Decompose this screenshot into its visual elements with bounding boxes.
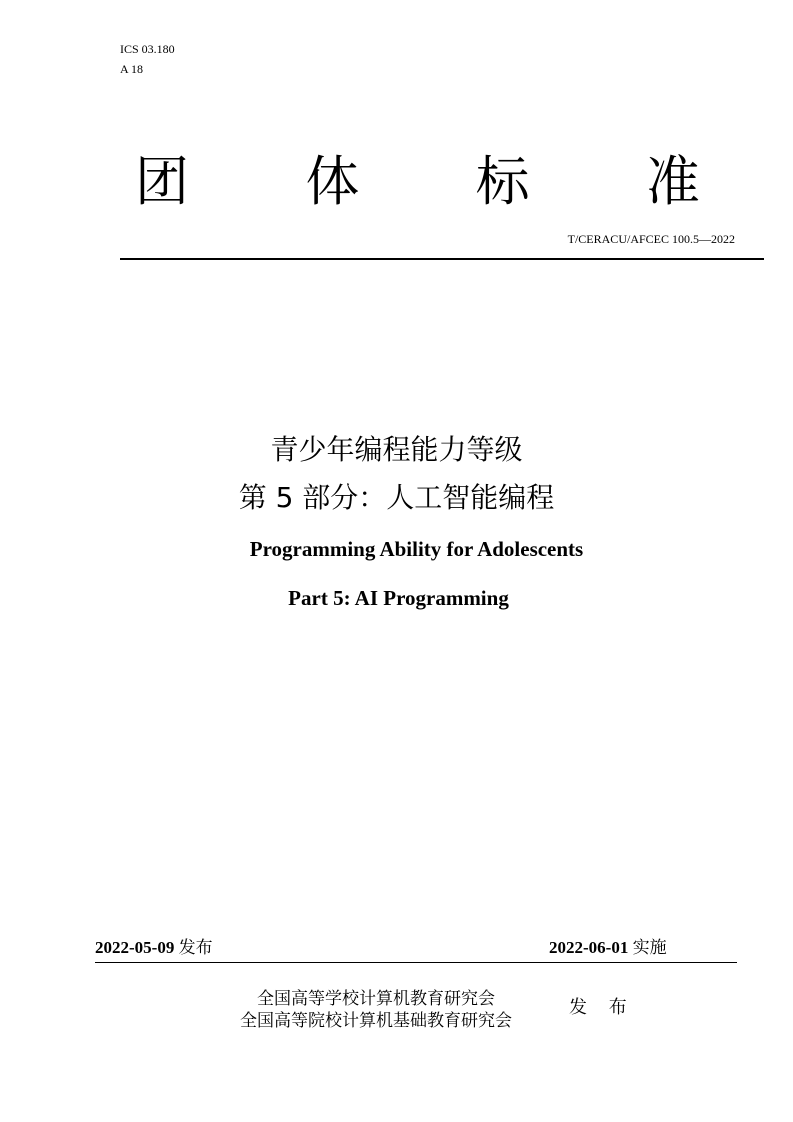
bottom-divider xyxy=(95,962,737,963)
implement-date: 2022-06-01 xyxy=(549,938,629,957)
publish-date-line xyxy=(95,936,213,960)
implement-date-line xyxy=(549,936,667,960)
title-cn-main: 青少年编程能力等级 xyxy=(270,433,523,466)
publisher-1: 全国高等学校计算机教育研究会 xyxy=(257,989,495,1009)
implement-date-label: 实施 xyxy=(632,938,667,958)
ics-code: ICS 03.180 xyxy=(120,42,175,56)
top-divider xyxy=(120,258,764,260)
publisher-list xyxy=(214,988,538,1032)
publish-date-label: 发布 xyxy=(178,938,213,958)
classification-codes xyxy=(120,41,175,81)
ccs-code: A 18 xyxy=(120,62,144,76)
publisher-2: 全国高等院校计算机基础教育研究会 xyxy=(240,1011,512,1031)
publish-action-label: 发 布 xyxy=(569,997,635,1018)
title-en-part: Part 5: AI Programming xyxy=(288,586,509,610)
standard-type-heading xyxy=(135,150,700,214)
publish-date: 2022-05-09 xyxy=(95,938,175,957)
standard-code: T/CERACU/AFCEC 100.5—2022 xyxy=(567,232,735,246)
standard-type-char-4: 准 xyxy=(645,150,700,213)
standard-type-char-1: 团 xyxy=(135,150,189,213)
title-en-main: Programming Ability for Adolescents xyxy=(249,537,584,561)
standard-type-char-2: 体 xyxy=(305,150,360,213)
standard-type-char-3: 标 xyxy=(475,150,530,213)
title-cn-part: 第 5 部分：人工智能编程 xyxy=(238,481,555,514)
